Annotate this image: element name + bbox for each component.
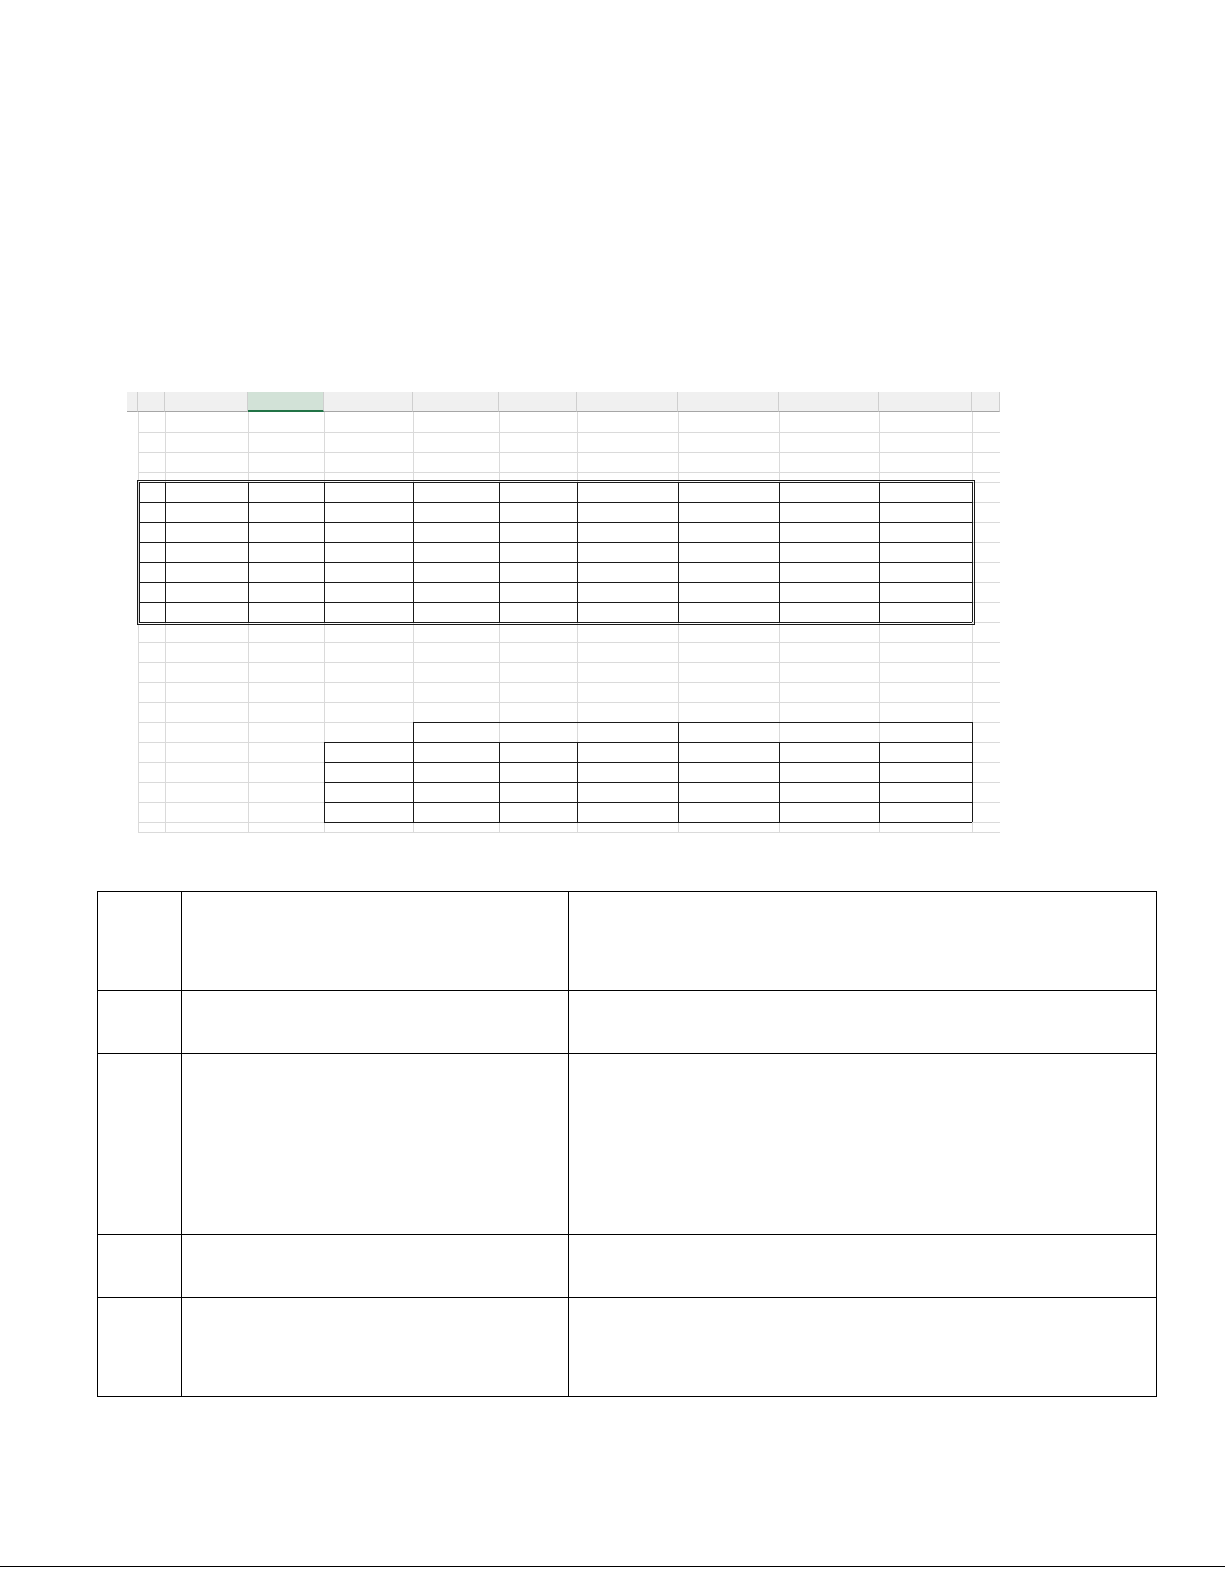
price-table-header [879, 742, 972, 762]
main-table-cell[interactable] [879, 522, 972, 542]
main-table-cell[interactable] [678, 582, 779, 602]
column-header-h[interactable] [678, 392, 779, 412]
main-table-cell[interactable] [413, 502, 499, 522]
main-table-header [779, 482, 879, 502]
price-border [779, 742, 780, 822]
answer-table-cell [181, 990, 568, 1053]
answer-table-cell [97, 891, 181, 990]
main-table-cell[interactable] [779, 542, 879, 562]
main-table-cell[interactable] [138, 502, 165, 522]
row-header[interactable] [127, 702, 138, 722]
table-border-outer [137, 624, 974, 625]
price-table-cell[interactable] [678, 802, 779, 822]
main-table-cell[interactable] [138, 562, 165, 582]
main-table-cell[interactable] [248, 542, 324, 562]
price-border [324, 742, 325, 822]
price-table-header [413, 742, 499, 762]
main-table-cell[interactable] [779, 502, 879, 522]
row-header[interactable] [127, 782, 138, 802]
main-table-cell[interactable] [879, 582, 972, 602]
question-label [165, 642, 248, 662]
price-table-cell[interactable] [678, 782, 779, 802]
main-table-cell[interactable] [138, 522, 165, 542]
main-table-cell[interactable] [499, 502, 577, 522]
table-border [139, 582, 972, 583]
table-border [139, 562, 972, 563]
answer-table-cell [181, 1297, 568, 1396]
table-border [139, 542, 972, 543]
answer-table-cell [568, 1053, 1156, 1234]
price-table-cell[interactable] [499, 802, 577, 822]
main-table-header [577, 482, 678, 502]
table-border [139, 622, 972, 623]
main-table-cell[interactable] [879, 562, 972, 582]
main-table-cell[interactable] [138, 542, 165, 562]
main-table-cell[interactable] [248, 602, 324, 622]
main-table-cell[interactable] [879, 502, 972, 522]
gridline-h [138, 452, 1000, 453]
row-header[interactable] [127, 802, 138, 822]
main-table-cell[interactable] [577, 602, 678, 622]
main-table-header [248, 482, 324, 502]
price-table-cell[interactable] [499, 782, 577, 802]
price-table-header [678, 742, 779, 762]
price-border [324, 822, 972, 823]
main-table-cell[interactable] [678, 502, 779, 522]
main-table-cell[interactable] [324, 562, 413, 582]
main-table-header [138, 482, 165, 502]
main-table-cell[interactable] [413, 542, 499, 562]
answer-table-cell [97, 1297, 181, 1396]
price-group-week [413, 722, 678, 742]
main-table-header [413, 482, 499, 502]
main-table-header [324, 482, 413, 502]
main-table-cell[interactable] [678, 602, 779, 622]
column-header-f[interactable] [499, 392, 577, 412]
gridline-h [138, 472, 1000, 473]
column-header-b[interactable] [165, 392, 248, 412]
price-table-cell[interactable] [879, 802, 972, 822]
price-border [324, 742, 972, 743]
table-border-outer [137, 480, 138, 625]
table-border [678, 482, 679, 622]
main-table-cell[interactable] [779, 522, 879, 542]
main-table-cell[interactable] [165, 542, 248, 562]
price-table-header [324, 742, 413, 762]
table-border [499, 482, 500, 622]
answer-table-cell [568, 990, 1156, 1053]
price-border [324, 762, 972, 763]
table-border [139, 522, 972, 523]
column-header-i[interactable] [779, 392, 879, 412]
table-border [139, 602, 972, 603]
question-text [248, 642, 324, 662]
table-border [779, 482, 780, 622]
main-table-cell[interactable] [678, 522, 779, 542]
main-table-cell[interactable] [879, 542, 972, 562]
price-border [678, 722, 679, 822]
main-table-cell[interactable] [165, 562, 248, 582]
main-table-cell[interactable] [165, 522, 248, 542]
price-border [577, 742, 578, 822]
main-table-cell[interactable] [678, 562, 779, 582]
main-table-cell[interactable] [165, 582, 248, 602]
price-table-cell[interactable] [779, 762, 879, 782]
price-table-cell[interactable] [324, 762, 413, 782]
price-table-cell[interactable] [577, 782, 678, 802]
main-table-header [879, 482, 972, 502]
price-border [413, 722, 414, 822]
main-table-cell[interactable] [413, 602, 499, 622]
main-table-cell[interactable] [577, 542, 678, 562]
main-table-cell[interactable] [324, 582, 413, 602]
main-table-cell[interactable] [324, 542, 413, 562]
main-table-header [678, 482, 779, 502]
main-table-cell[interactable] [248, 582, 324, 602]
price-table-cell[interactable] [499, 762, 577, 782]
main-table-cell[interactable] [138, 602, 165, 622]
price-table-cell[interactable] [577, 802, 678, 822]
main-table-cell[interactable] [779, 562, 879, 582]
column-header-g[interactable] [577, 392, 678, 412]
gridline-h [138, 432, 1000, 433]
row-header[interactable] [127, 722, 138, 742]
table-border-outer [137, 480, 974, 481]
row-header[interactable] [127, 642, 138, 662]
main-table-cell[interactable] [324, 502, 413, 522]
question-text [248, 662, 324, 682]
price-table-cell[interactable] [879, 762, 972, 782]
answer-table-cell [97, 1234, 181, 1297]
gridline-h [138, 832, 1000, 833]
price-table-header [577, 742, 678, 762]
price-border [972, 722, 973, 822]
main-table-cell[interactable] [577, 502, 678, 522]
main-table-cell[interactable] [413, 522, 499, 542]
page-bottom-rule [0, 1566, 1225, 1567]
column-header-c[interactable] [248, 392, 324, 412]
main-table-cell[interactable] [499, 542, 577, 562]
table-border [577, 482, 578, 622]
price-border [499, 742, 500, 822]
row-header[interactable] [127, 662, 138, 682]
question-text [248, 682, 324, 702]
price-table-cell[interactable] [413, 782, 499, 802]
price-table-cell[interactable] [678, 762, 779, 782]
main-table-cell[interactable] [324, 522, 413, 542]
price-border [879, 742, 880, 822]
main-table-cell[interactable] [248, 522, 324, 542]
answer-table-hline [97, 1396, 1157, 1397]
main-table-header [499, 482, 577, 502]
main-table-cell[interactable] [165, 602, 248, 622]
table-border [324, 482, 325, 622]
main-table-cell[interactable] [413, 562, 499, 582]
price-table-cell[interactable] [577, 762, 678, 782]
main-table-cell[interactable] [165, 502, 248, 522]
main-table-header [165, 482, 248, 502]
table-border [139, 502, 972, 503]
main-table-cell[interactable] [248, 562, 324, 582]
price-table-cell[interactable] [779, 782, 879, 802]
answer-table-vline [1156, 891, 1157, 1397]
main-table-cell[interactable] [678, 542, 779, 562]
excel-screenshot [127, 392, 1000, 842]
price-table-cell[interactable] [779, 802, 879, 822]
main-table-cell[interactable] [779, 602, 879, 622]
table-border [972, 482, 973, 622]
answer-table-cell [181, 891, 568, 990]
column-header-empty [972, 392, 1000, 412]
answer-table-cell [181, 1234, 568, 1297]
price-table-cell[interactable] [879, 782, 972, 802]
row-header[interactable] [127, 622, 138, 642]
answer-table [97, 891, 1157, 1397]
price-border [413, 722, 972, 723]
column-header-d[interactable] [324, 392, 413, 412]
price-table-header [499, 742, 577, 762]
main-table-cell[interactable] [577, 522, 678, 542]
table-border [139, 482, 972, 483]
row-header[interactable] [127, 682, 138, 702]
table-border [165, 482, 166, 622]
answer-table-cell [181, 1053, 568, 1234]
row-header[interactable] [127, 742, 138, 762]
table-border [139, 482, 140, 622]
main-table-cell[interactable] [248, 502, 324, 522]
table-border [879, 482, 880, 622]
main-table-cell[interactable] [499, 602, 577, 622]
answer-table-cell [97, 1053, 181, 1234]
column-header-j[interactable] [879, 392, 972, 412]
main-table-cell[interactable] [577, 562, 678, 582]
table-border-outer [974, 480, 975, 625]
main-table-cell[interactable] [413, 582, 499, 602]
price-border [324, 802, 972, 803]
price-table-cell[interactable] [413, 802, 499, 822]
main-table-cell[interactable] [138, 582, 165, 602]
price-group-day [678, 722, 972, 742]
table-border [248, 482, 249, 622]
price-table-header [779, 742, 879, 762]
price-table-cell[interactable] [324, 802, 413, 822]
main-table-cell[interactable] [879, 602, 972, 622]
column-header-e[interactable] [413, 392, 499, 412]
table-border [413, 482, 414, 622]
answer-table-cell [568, 1234, 1156, 1297]
instruction-text [138, 432, 142, 452]
question-label [165, 662, 248, 682]
sheet-title [138, 412, 248, 432]
row-header[interactable] [127, 762, 138, 782]
column-header-a[interactable] [138, 392, 165, 412]
price-table-cell[interactable] [324, 782, 413, 802]
answer-table-cell [97, 990, 181, 1053]
answer-table-cell [568, 1297, 1156, 1396]
main-table-cell[interactable] [779, 582, 879, 602]
gridline-h [138, 702, 1000, 703]
main-table-cell[interactable] [499, 522, 577, 542]
main-table-cell[interactable] [499, 582, 577, 602]
price-border [324, 782, 972, 783]
answer-table-cell [568, 891, 1156, 990]
main-table-cell[interactable] [577, 582, 678, 602]
price-table-cell[interactable] [413, 762, 499, 782]
main-table-cell[interactable] [324, 602, 413, 622]
main-table-cell[interactable] [499, 562, 577, 582]
select-all-corner[interactable] [127, 392, 138, 412]
